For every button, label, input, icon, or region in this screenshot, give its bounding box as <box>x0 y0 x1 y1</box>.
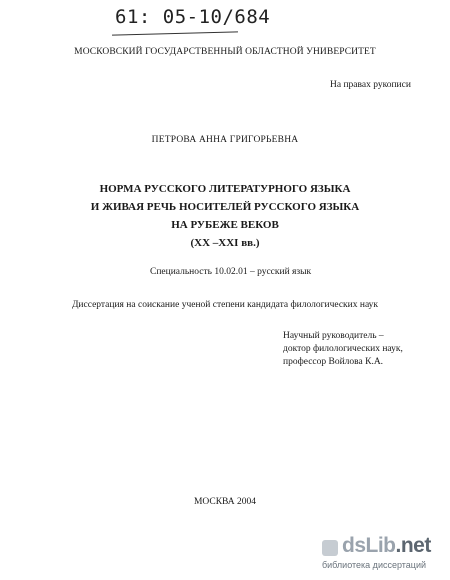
supervisor-line-3: профессор Войлова К.А. <box>283 357 384 367</box>
supervisor-line-2: доктор филологических наук, <box>283 344 403 354</box>
scientific-supervisor <box>283 330 403 369</box>
title-line-2: И ЖИВАЯ РЕЧЬ НОСИТЕЛЕЙ РУССКОГО ЯЗЫКА <box>90 201 360 213</box>
handwritten-catalog-number: 61: 05-10/684 <box>115 6 271 28</box>
degree-statement: Диссертация на соискание ученой степени кандидата филологических наук <box>71 300 379 310</box>
university-name: МОСКОВСКИЙ ГОСУДАРСТВЕННЫЙ ОБЛАСТНОЙ УНИВЕРСИТЕТ <box>74 47 376 57</box>
manuscript-rights-note: На правах рукописи <box>330 80 411 90</box>
dslib-watermark <box>322 534 442 574</box>
title-line-3: НА РУБЕЖЕ ВЕКОВ <box>171 219 279 231</box>
watermark-logo-icon <box>322 540 338 556</box>
author-name: ПЕТРОВА АННА ГРИГОРЬЕВНА <box>151 135 299 145</box>
supervisor-line-1: Научный руководитель – <box>283 331 384 341</box>
watermark-logo-main: dsLib <box>342 534 396 557</box>
specialty-code: Специальность 10.02.01 – русский язык <box>150 267 312 277</box>
title-line-4: (XX –XXI вв.) <box>190 237 260 249</box>
city-and-year: МОСКВА 2004 <box>193 497 257 507</box>
title-line-1: НОРМА РУССКОГО ЛИТЕРАТУРНОГО ЯЗЫКА <box>99 183 351 195</box>
dissertation-title <box>0 180 450 252</box>
watermark-subtitle: библиотека диссертаций <box>322 560 427 570</box>
handwritten-underline <box>112 31 238 35</box>
watermark-logo-text <box>342 534 431 558</box>
watermark-logo-tld: .net <box>395 534 431 557</box>
